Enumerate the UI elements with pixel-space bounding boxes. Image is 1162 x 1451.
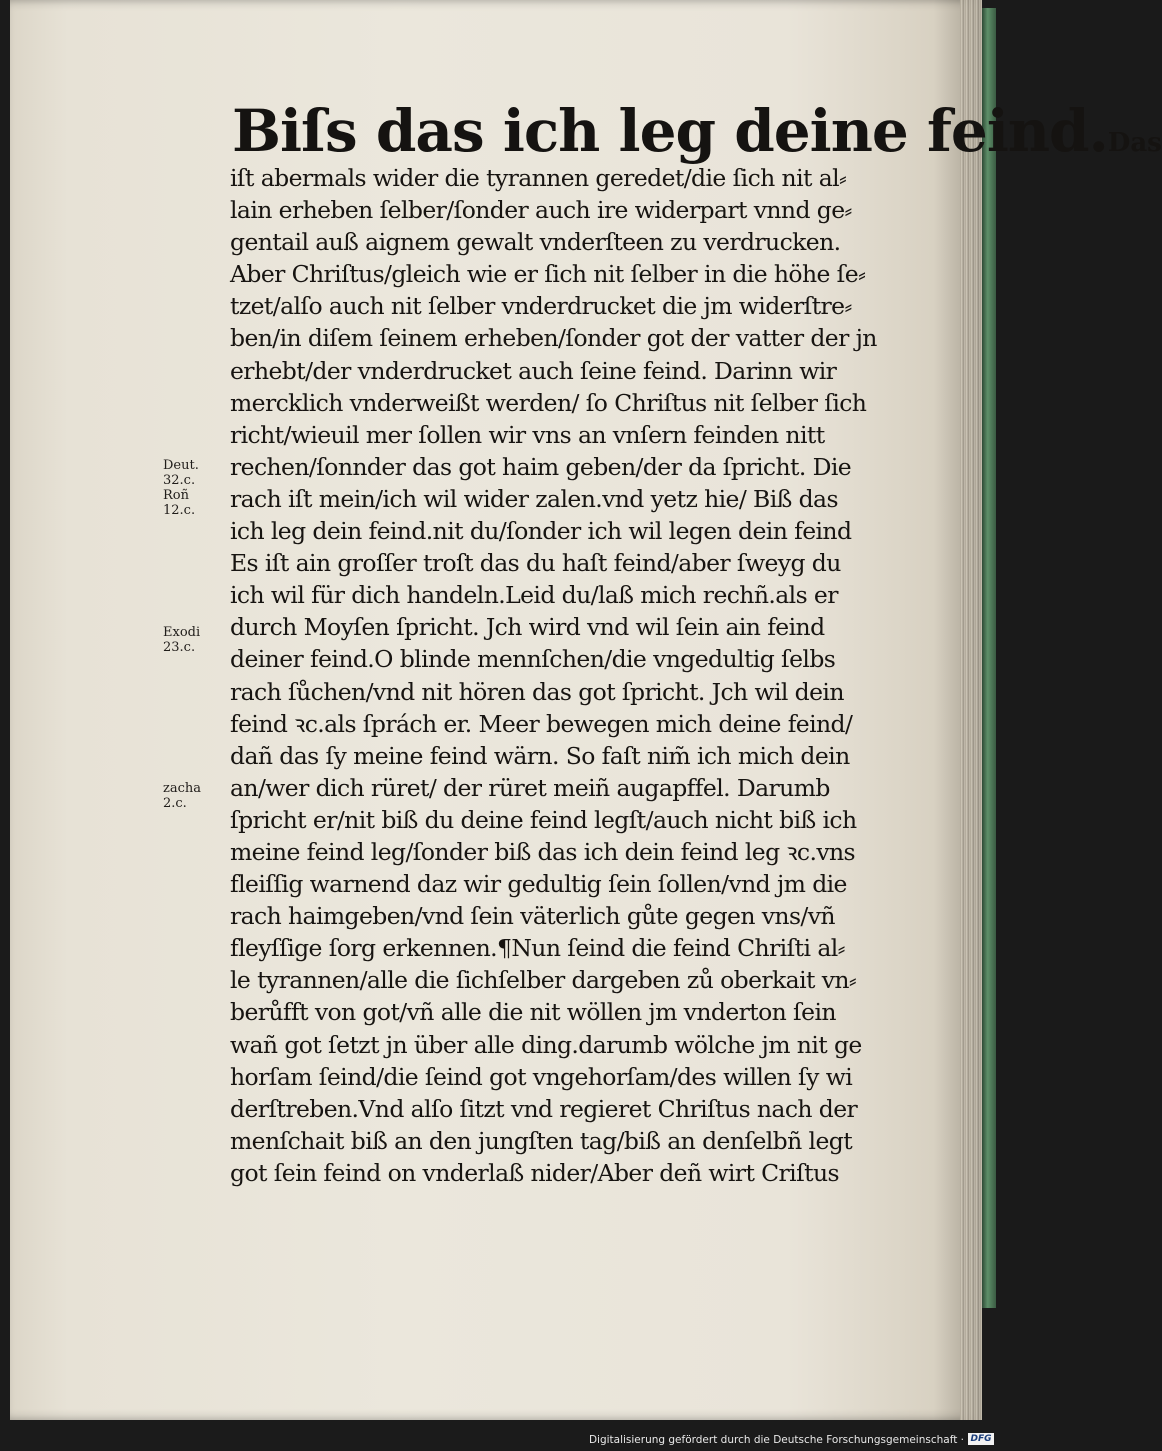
marginal-line: Roñ xyxy=(163,488,189,503)
text-line: richt/wieuil mer ſollen wir vns an vnſern feinden nitt xyxy=(230,420,825,449)
text-line: ich leg dein feind.nit du/ſonder ich wil legen dein feind xyxy=(230,517,852,546)
text-line: rach haimgeben/vnd ſein väterlich gůte gegen vns/vñ xyxy=(230,902,835,931)
marginal-note-deut-rom xyxy=(163,458,223,518)
marginal-line: 2.c. xyxy=(163,796,187,811)
heading-large-text: Biſs das ich leg deine feind. xyxy=(232,97,1108,165)
text-line: ben/in diſem ſeinem erheben/ſonder got der vatter der jn xyxy=(230,324,877,353)
marginal-line: 23.c. xyxy=(163,640,196,655)
marginal-line: Deut. xyxy=(163,458,199,473)
text-line: fleyſſige ſorg erkennen.¶Nun ſeind die feind Chriſti al⸗ xyxy=(230,934,845,963)
book-cover-edge xyxy=(982,8,996,1308)
text-line: ſpricht er/nit biß du deine feind legſt/auch nicht biß ich xyxy=(230,805,857,834)
body-text xyxy=(230,162,910,1189)
text-line: dañ das ſy meine feind wärn. So faſt nim̃ ich mich dein xyxy=(230,741,850,770)
text-line: fleiſſig warnend daz wir gedultig ſein ſollen/vnd jm die xyxy=(230,870,847,899)
marginal-line: zacha xyxy=(163,781,202,796)
text-line: erhebt/der vnderdrucket auch ſeine feind. Darinn wir xyxy=(230,356,837,385)
text-line: mercklich vnderweißt werden/ ſo Chriſtus nit ſelber ſich xyxy=(230,388,867,417)
text-line: durch Moyſen ſpricht. Jch wird vnd wil ſein ain feind xyxy=(230,613,825,642)
marginal-line: 12.c. xyxy=(163,503,196,518)
text-line: gentail auß aignem gewalt vnderſteen zu verdrucken. xyxy=(230,228,841,257)
heading-run-in-text: Das xyxy=(1107,128,1162,158)
text-line: tzet/alſo auch nit ſelber vnderdrucket die jm widerſtre⸗ xyxy=(230,292,852,321)
text-line: berůfft von got/vñ alle die nit wöllen jm vnderton ſein xyxy=(230,998,836,1027)
funding-credit: Digitalisierung gefördert durch die Deutsche Forschungsgemeinschaft · xyxy=(588,1434,964,1446)
marginal-line: Exodi xyxy=(163,625,201,640)
page-edge-stack xyxy=(960,0,982,1420)
text-line: deiner feind.O blinde mennſchen/die vngedultig ſelbs xyxy=(230,645,836,674)
text-line: wañ got ſetzt jn über alle ding.darumb wölche jm nit ge xyxy=(230,1030,862,1059)
text-line: Aber Chriſtus/gleich wie er ſich nit ſelber in die höhe ſe⸗ xyxy=(230,260,866,289)
text-line: Es iſt ain groſſer troſt das du haſt feind/aber ſweyg du xyxy=(230,549,841,578)
dfg-logo-icon: DFG xyxy=(968,1433,994,1445)
text-line: got ſein feind on vnderlaß nider/Aber deñ wirt Criſtus xyxy=(230,1158,840,1187)
text-line: derſtreben.Vnd alſo ſitzt vnd regieret Chriſtus nach der xyxy=(230,1094,858,1123)
text-line: horſam ſeind/die ſeind got vngehorſam/des willen ſy wi xyxy=(230,1062,853,1091)
text-line: an/wer dich rüret/ der rüret meiñ augapffel. Darumb xyxy=(230,773,830,802)
text-line: menſchait biß an den jungſten tag/biß an denſelbñ legt xyxy=(230,1126,853,1155)
marginal-line: 32.c. xyxy=(163,473,196,488)
marginal-note-zacha xyxy=(163,781,223,811)
text-line: lain erheben ſelber/ſonder auch ire widerpart vnnd ge⸗ xyxy=(230,196,852,225)
text-line: meine feind leg/ſonder biß das ich dein feind leg ꝛc.vns xyxy=(230,837,856,866)
text-line: rach ſůchen/vnd nit hören das got ſpricht. Jch wil dein xyxy=(230,677,844,706)
marginal-note-exodi xyxy=(163,625,223,655)
text-line: rach iſt mein/ich wil wider zalen.vnd yetz hie/ Biß das xyxy=(230,484,838,513)
text-line: rechen/ſonnder das got haim geben/der da ſpricht. Die xyxy=(230,452,852,481)
text-line: iſt abermals wider die tyrannen geredet/die ſich nit al⸗ xyxy=(230,164,847,192)
text-line: ich wil für dich handeln.Leid du/laß mich rechñ.als er xyxy=(230,581,838,610)
text-line: feind ꝛc.als ſprách er. Meer bewegen mich deine feind/ xyxy=(230,709,853,738)
text-line: le tyrannen/alle die ſichſelber dargeben zů oberkait vn⸗ xyxy=(230,966,857,995)
